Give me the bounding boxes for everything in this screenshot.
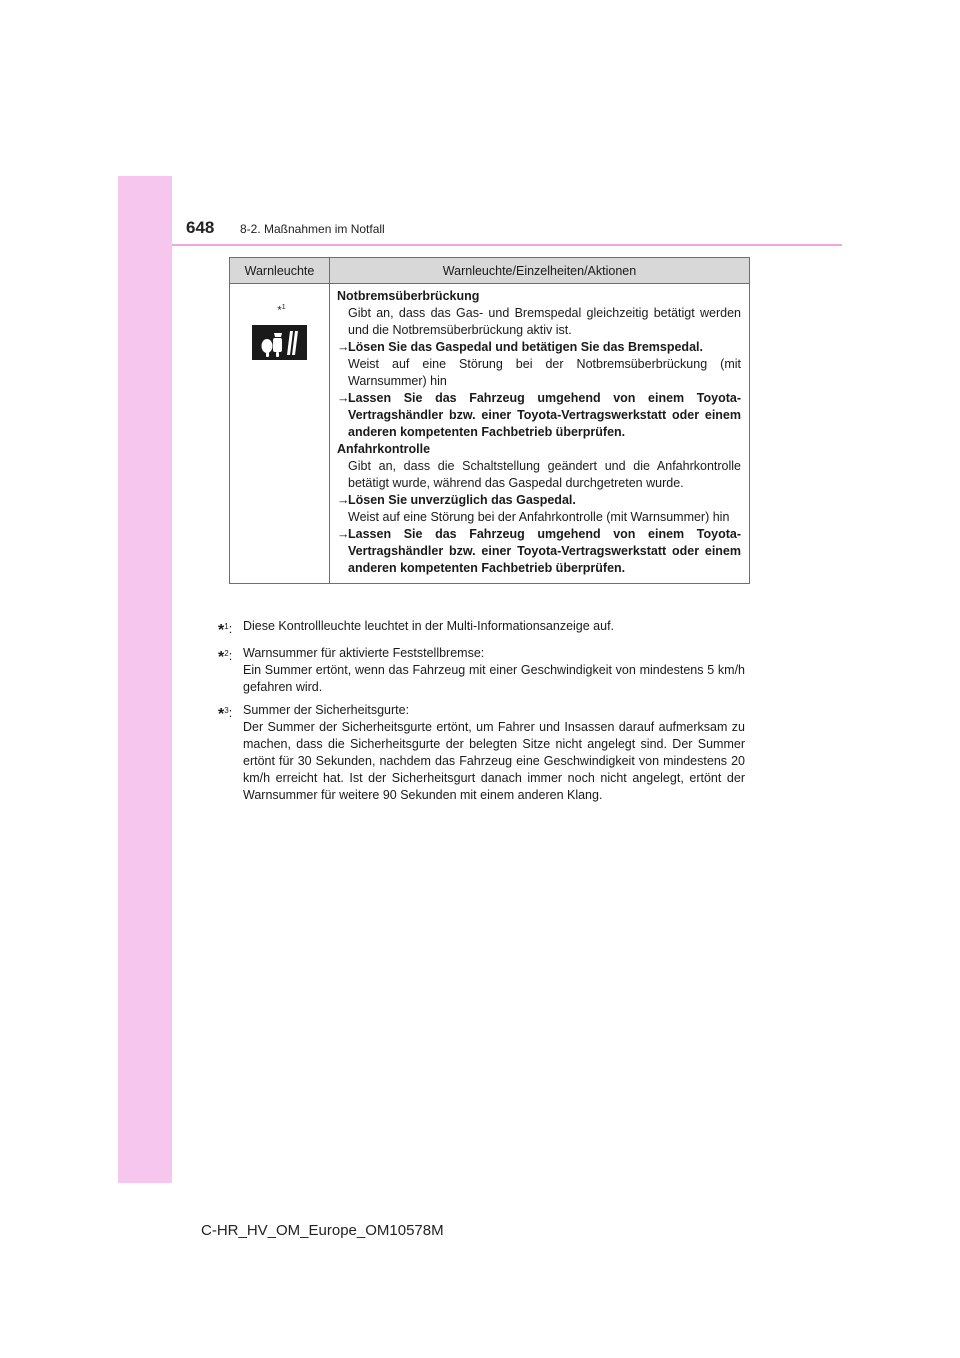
entry-heading-notbremse: Notbremsüberbrückung — [337, 289, 480, 303]
footnote-3 — [218, 702, 745, 804]
entry-description: Gibt an, dass das Gas- und Bremspedal gleichzeitig betätigt werden und die Notbremsüberbrückung aktiv ist. — [348, 306, 741, 337]
column-header-details: Warnleuchte/Einzelheiten/Aktionen — [330, 258, 750, 284]
chapter-sidebar-tab — [118, 176, 172, 1183]
column-header-warnleuchte: Warnleuchte — [230, 258, 330, 284]
warning-details-cell — [330, 284, 750, 584]
action-line: → Lassen Sie das Fahrzeug umgehend von einem Toyota-Vertragshändler bzw. einer Toyota-Vertragswerkstatt oder einem anderen kompetenten Fachbetrieb überprüfen. — [337, 527, 741, 575]
footnote-reference: *$^1$ — [277, 304, 286, 317]
header-rule — [172, 244, 842, 246]
section-title: 8-2. Maßnahmen im Notfall — [240, 222, 385, 236]
malfunction-note: Weist auf eine Störung bei der Anfahrkontrolle (mit Warnsummer) hin — [348, 510, 730, 524]
footnote-label: *$^3$: — [218, 706, 233, 723]
warning-light-table — [229, 257, 750, 584]
entry-description: Gibt an, dass die Schaltstellung geändert und die Anfahrkontrolle betätigt wurde, während das Gaspedal durchgetreten wurde. — [348, 459, 741, 490]
footnote-2 — [218, 645, 745, 696]
footnote-label: *$^2$: — [218, 649, 233, 666]
action-line: → Lösen Sie unverzüglich das Gaspedal. — [337, 493, 576, 507]
action-line: → Lassen Sie das Fahrzeug umgehend von einem Toyota-Vertragshändler bzw. einer Toyota-Vertragswerkstatt oder einem anderen kompetenten Fachbetrieb überprüfen. — [337, 391, 741, 439]
footnote-text: Diese Kontrollleuchte leuchtet in der Multi-Informationsanzeige auf. — [243, 619, 615, 633]
footnote-label: *$^1$: — [218, 622, 233, 639]
table-row — [230, 284, 750, 584]
entry-heading-anfahrkontrolle: Anfahrkontrolle — [337, 442, 431, 456]
table-header-row — [230, 258, 750, 284]
footnote-list — [218, 618, 745, 810]
page-number: 648 — [186, 218, 215, 237]
footnote-1 — [218, 618, 745, 639]
arrow-icon: → — [337, 493, 350, 507]
arrow-icon: → — [337, 340, 350, 354]
pedal-warning-icon — [252, 325, 307, 360]
footnote-text: Summer der Sicherheitsgurte: Der Summer der Sicherheitsgurte ertönt, um Fahrer und Insassen darauf aufmerksam zu machen, dass die Sicherheitsgurte der belegten Sitze nicht angelegt sind. Der Summer ertönt für 30 Sekunden, nachdem das Fahrzeug eine Geschwindigkeit von mindestens 20 km/h erreicht hat. Ist der Sicherheitsgurt danach immer noch nicht angelegt, ertönt der Warnsummer für weitere 90 Sekunden mit einem anderen Klang. — [243, 703, 745, 802]
malfunction-note: Weist auf eine Störung bei der Notbremsüberbrückung (mit Warnsummer) hin — [348, 357, 741, 388]
document-code: C-HR_HV_OM_Europe_OM10578M — [201, 1222, 444, 1239]
arrow-icon: → — [337, 527, 350, 541]
arrow-icon: → — [337, 391, 350, 405]
warning-light-cell — [230, 284, 330, 584]
footnote-text: Warnsummer für aktivierte Feststellbremse: Ein Summer ertönt, wenn das Fahrzeug mit einer Geschwindigkeit von mindestens 5 km/h gefahren wird. — [243, 646, 745, 694]
action-line: → Lösen Sie das Gaspedal und betätigen Sie das Bremspedal. — [337, 340, 703, 354]
